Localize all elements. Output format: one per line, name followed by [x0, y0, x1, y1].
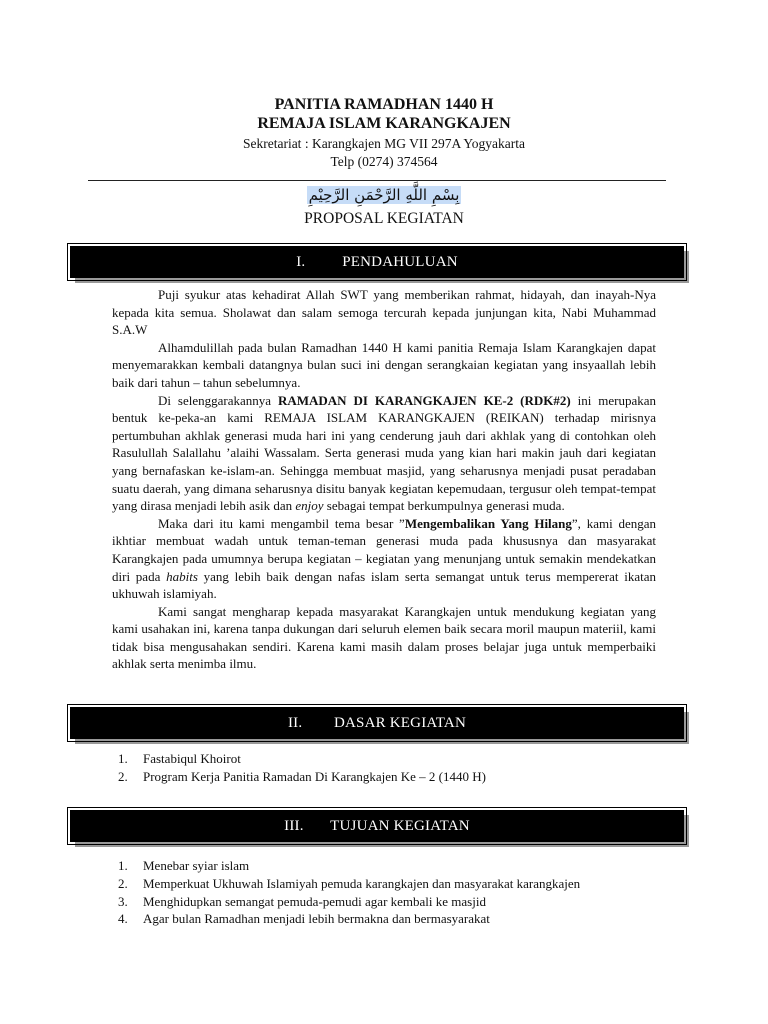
section-header-dasar-kegiatan	[70, 707, 684, 739]
emphasis: enjoy	[295, 498, 324, 514]
list-text: Memperkuat Ukhuwah Islamiyah pemuda karangkajen dan masyarakat karangkajen	[143, 875, 581, 891]
list-text: Menghidupkan semangat pemuda-pemudi agar kembali ke masjid	[143, 893, 486, 909]
list-number: 4.	[118, 911, 128, 927]
section-number: II.	[287, 714, 303, 731]
bismillah-line	[0, 186, 768, 205]
header-org-title: PANITIA RAMADHAN 1440 H	[274, 96, 494, 113]
list-item	[118, 875, 580, 893]
text-run: Di selenggarakannya	[158, 392, 278, 408]
section-header-tujuan-kegiatan	[70, 810, 684, 842]
intro-body	[112, 286, 656, 673]
intro-paragraph: Puji syukur atas kehadirat Allah SWT yang memberikan rahmat, hidayah, dan inayah-Nya kepada kita semua. Sholawat dan salam semoga tercurah kepada junjungan kita, Nabi Muhammad S.A.W	[112, 287, 656, 338]
dasar-list	[118, 750, 486, 786]
header-divider	[88, 180, 666, 181]
section-header-pendahuluan	[70, 246, 684, 278]
emphasis: habits	[166, 568, 198, 584]
section-title: PENDAHULUAN	[342, 253, 458, 270]
text-run: yang lebih baik dengan nafas islam serta semangat untuk terus mempererat ikatan ukhuwah islamiyah.	[112, 568, 656, 602]
list-number: 2.	[118, 768, 128, 784]
intro-paragraph	[112, 392, 656, 515]
header-org-subtitle: REMAJA ISLAM KARANGKAJEN	[257, 115, 511, 132]
intro-paragraph	[112, 515, 656, 603]
list-number: 1.	[118, 751, 128, 766]
bismillah-text: بِسْمِ اللَّهِ الرَّحْمَنِ الرَّحِيْمِ	[308, 186, 460, 204]
list-text: Fastabiqul Khoirot	[143, 751, 241, 766]
header-address: Sekretariat : Karangkajen MG VII 297A Yogyakarta	[242, 136, 526, 151]
proposal-title: PROPOSAL KEGIATAN	[304, 210, 464, 227]
list-number: 2.	[118, 875, 128, 891]
list-text: Program Kerja Panitia Ramadan Di Karangkajen Ke – 2 (1440 H)	[143, 768, 486, 784]
text-run: ”, kami dengan ikhtiar membuat wadah untuk teman-teman generasi muda pada khususnya dan masyarakat Karangkajen pada umumnya berupa kegiatan – kegiatan yang menunjang untuk semakin mendekatkan diri pada	[112, 515, 656, 584]
section-number: I.	[296, 253, 306, 270]
tujuan-list	[118, 857, 580, 928]
list-number: 1.	[118, 858, 128, 873]
list-text: Menebar syiar islam	[143, 858, 250, 873]
text-run: ini merupakan bentuk ke-peka-an kami REMAJA ISLAM KARANGKAJEN (REIKAN) terhadap mirisnya pertumbuhan akhlak generasi muda hari ini yang cenderung jauh dari akhlak yang di contohkan oleh Rasulullah Salallahu ’alaihi Wassalam. Serta generasi muda yang kian hari makin jauh dari kegiatan yang bernafaskan ke-islam-an. Sehingga membuat masjid, yang seharusnya menjadi pusat peradaban suatu daerah, yang dimana seharusnya disitu banyak kegiatan kepemudaan, tergusur oleh tempat-tempat yang dirasa menjadi lebih asik dan	[112, 392, 656, 514]
list-text: Agar bulan Ramadhan menjadi lebih bermakna dan bermasyarakat	[143, 911, 490, 927]
header-phone: Telp (0274) 374564	[330, 154, 438, 169]
intro-paragraph: Kami sangat mengharap kepada masyarakat Karangkajen untuk mendukung kegiatan yang kami usahakan ini, karena tanpa dukungan dari seluruh elemen baik secara moril maupun materiil, kami tidak bisa mengusahakan sendiri. Karena kami masih dalam proses belajar juga untuk memperbaiki akhlak serta menimba ilmu.	[112, 603, 656, 672]
list-item	[118, 750, 486, 768]
text-run: sebagai tempat berkumpulnya generasi muda.	[323, 498, 565, 514]
list-item	[118, 893, 580, 911]
intro-paragraph: Alhamdulillah pada bulan Ramadhan 1440 H kami panitia Remaja Islam Karangkajen dapat menyemarakkan kembali datangnya bulan suci ini dengan serangkaian kegiatan yang insyaallah lebih baik dari tahun – tahun sebelumnya.	[112, 339, 656, 390]
section-title: TUJUAN KEGIATAN	[330, 817, 470, 834]
list-number: 3.	[118, 893, 128, 909]
section-title: DASAR KEGIATAN	[333, 714, 466, 731]
section-number: III.	[284, 817, 304, 834]
theme-name: Mengembalikan Yang Hilang	[404, 515, 572, 531]
event-name: RAMADAN DI KARANGKAJEN KE-2 (RDK#2)	[277, 392, 571, 408]
list-item	[118, 768, 486, 786]
text-run: Maka dari itu kami mengambil tema besar ”	[158, 515, 405, 531]
list-item	[118, 910, 580, 928]
list-item	[118, 857, 580, 875]
